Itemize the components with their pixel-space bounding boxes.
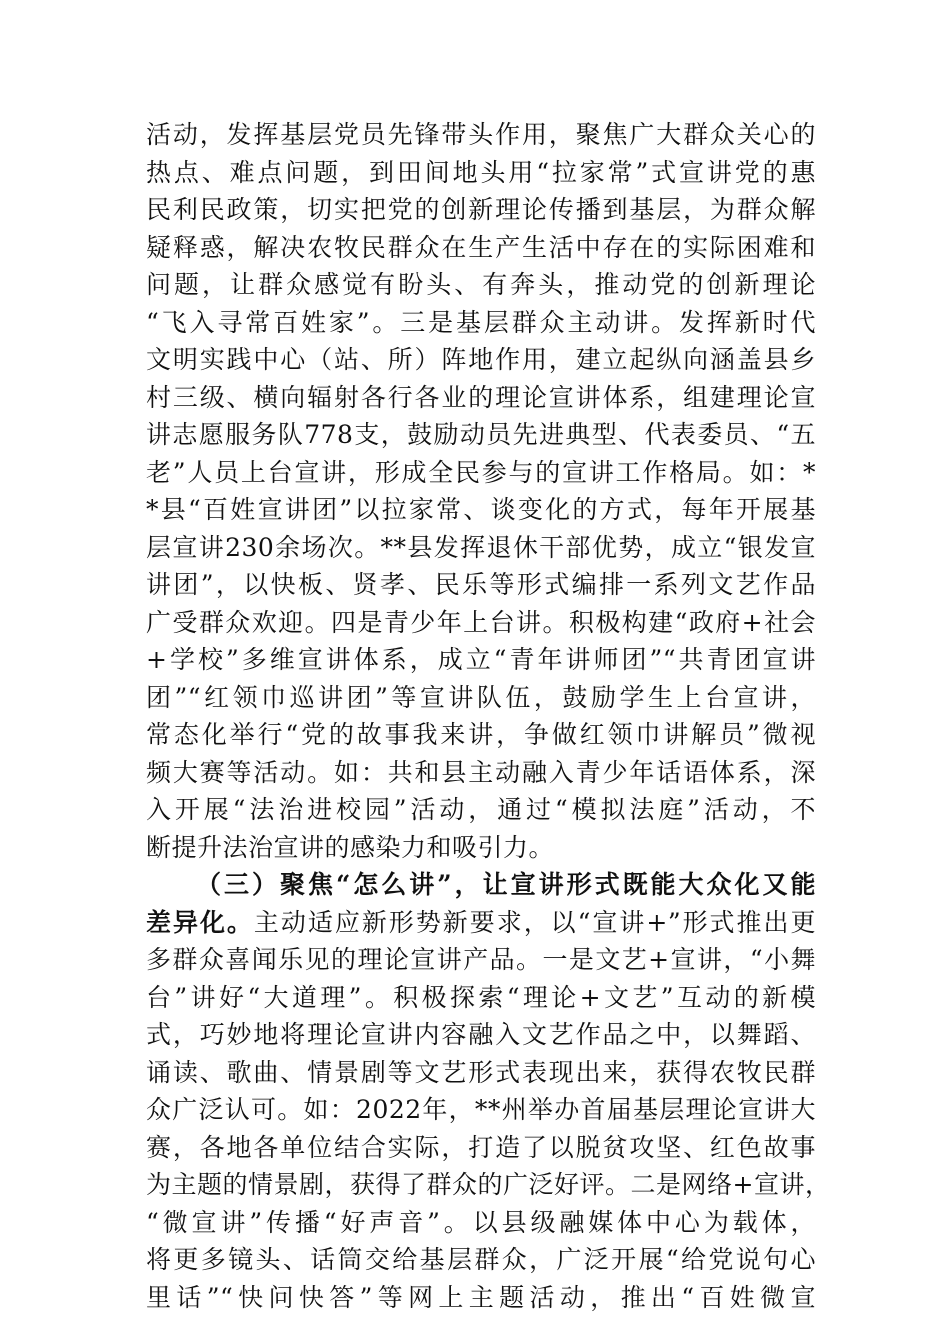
paragraph-line: 台”讲好“大道理”。积极探索“理论+文艺”互动的新模 <box>146 982 816 1012</box>
paragraph-line: “微宣讲”传播“好声音”。以县级融媒体中心为载体， <box>146 1207 816 1237</box>
section-text: 主动适应新形势新要求，以“宣讲+”形式推出更 <box>253 907 816 937</box>
paragraph-line: 广受群众欢迎。四是青少年上台讲。积极构建“政府+社会 <box>146 607 816 637</box>
paragraph-line: 里话”“快问快答”等网上主题活动，推出“百姓微宣 <box>146 1282 816 1312</box>
paragraph-line: 层宣讲230余场次。**县发挥退休干部优势，成立“银发宣 <box>146 532 817 562</box>
section-heading-tail: 差异化。 <box>146 907 254 937</box>
paragraph-line: 热点、难点问题，到田间地头用“拉家常”式宣讲党的惠 <box>146 157 816 187</box>
paragraph-line: 村三级、横向辐射各行各业的理论宣讲体系，组建理论宣 <box>146 382 816 412</box>
paragraph-line: 众广泛认可。如：2022年，**州举办首届基层理论宣讲大 <box>146 1095 816 1124</box>
paragraph-line: 诵读、歌曲、情景剧等文艺形式表现出来，获得农牧民群 <box>146 1057 816 1087</box>
section-heading: （三）聚焦“怎么讲”，让宣讲形式既能大众化又能 <box>196 870 816 899</box>
paragraph-line: 活动，发挥基层党员先锋带头作用，聚焦广大群众关心的 <box>146 120 816 149</box>
paragraph-line: 问题，让群众感觉有盼头、有奔头，推动党的创新理论 <box>146 270 816 299</box>
paragraph-line: “飞入寻常百姓家”。三是基层群众主动讲。发挥新时代 <box>146 307 816 337</box>
paragraph-line: +学校”多维宣讲体系，成立“青年讲师团”“共青团宣讲 <box>146 645 816 674</box>
paragraph-line: 频大赛等活动。如：共和县主动融入青少年话语体系，深 <box>146 757 816 787</box>
paragraph-line: 为主题的情景剧，获得了群众的广泛好评。二是网络+宣讲， <box>146 1170 831 1199</box>
paragraph-line: 入开展“法治进校园”活动，通过“模拟法庭”活动，不 <box>146 795 816 824</box>
paragraph-line: 民利民政策，切实把党的创新理论传播到基层，为群众解 <box>146 195 816 224</box>
paragraph-line: 赛，各地各单位结合实际，打造了以脱贫攻坚、红色故事 <box>146 1132 816 1162</box>
paragraph-line: 疑释惑，解决农牧民群众在生产生活中存在的实际困难和 <box>146 232 816 262</box>
paragraph-line: 多群众喜闻乐见的理论宣讲产品。一是文艺+宣讲，“小舞 <box>146 945 816 974</box>
paragraph-line: 讲志愿服务队778支，鼓励动员先进典型、代表委员、“五 <box>146 420 816 449</box>
paragraph-line: 老”人员上台宣讲，形成全民参与的宣讲工作格局。如：* <box>146 457 816 487</box>
paragraph-line: 断提升法治宣讲的感染力和吸引力。 <box>146 832 555 862</box>
paragraph-line: *县“百姓宣讲团”以拉家常、谈变化的方式，每年开展基 <box>146 495 816 524</box>
paragraph-line: 式，巧妙地将理论宣讲内容融入文艺作品之中，以舞蹈、 <box>146 1020 816 1049</box>
paragraph-line: 文明实践中心（站、所）阵地作用，建立起纵向涵盖县乡 <box>146 345 816 374</box>
paragraph-line: 团”“红领巾巡讲团”等宣讲队伍，鼓励学生上台宣讲， <box>146 682 816 712</box>
document-body <box>146 116 831 1316</box>
paragraph-line: 常态化举行“党的故事我来讲，争做红领巾讲解员”微视 <box>146 720 816 749</box>
section-heading-continuation <box>146 904 816 942</box>
paragraph-line: 将更多镜头、话筒交给基层群众，广泛开展“给党说句心 <box>146 1245 816 1274</box>
paragraph-line: 讲团”，以快板、贤孝、民乐等形式编排一系列文艺作品 <box>146 570 816 599</box>
